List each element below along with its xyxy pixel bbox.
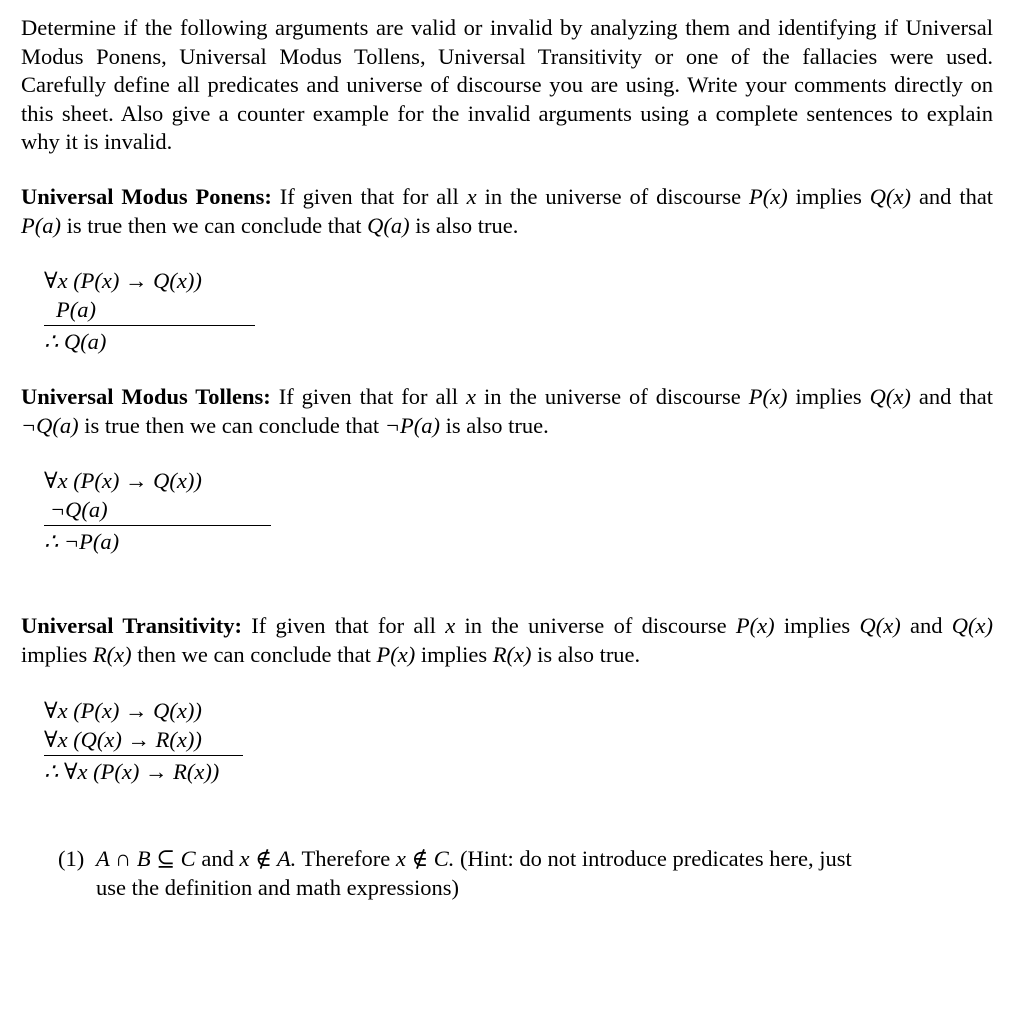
definition-text: and that [918,184,994,209]
definition-text: is true then we can conclude that [84,412,380,438]
math-expression: A ∩ B ⊆ C [96,846,196,871]
tollens-premise-1: ∀x (P(x) → Q(x)) [44,468,202,493]
tollens-premise-2: ¬Q(a) [50,497,108,522]
definition-text: implies [795,184,862,209]
math-expression: Q(x) [869,184,912,209]
definition-text: If given that for all [278,384,459,409]
transitivity-premise-1: ∀x (P(x) → Q(x)) [44,698,202,723]
transitivity-definition [21,612,993,669]
math-expression: R(x) [92,641,132,667]
tollens-conclusion: ∴ ¬P(a) [44,529,120,554]
modus-tollens-definition [21,383,993,440]
problem-hint: (Hint: do not introduce predicates here, just [460,846,852,871]
modus-ponens-term: Universal Modus Ponens: [21,184,272,209]
definition-text: implies [420,641,488,667]
definition-text: is true then we can conclude that [66,212,362,238]
definition-text: implies [783,613,851,638]
math-variable: x [445,613,456,638]
definition-text: in the universe of discourse [483,384,741,409]
definition-text: and [910,613,943,638]
definition-text: If given that for all [279,184,459,209]
instructions-paragraph: Determine if the following arguments are valid or invalid by analyzing them and identifying if Universal Modus Ponens, Universal Modus Tollens, Universal Transitivity or one of the fallacies were used. Carefully define all predicates and universe of discourse you are using. Write your comments directly on this sheet. Also give a counter example for the invalid arguments using a complete sentences to explain why it is invalid. [21,15,993,155]
modus-ponens-definition [21,183,993,240]
math-expression: Q(a) [367,212,410,238]
ponens-conclusion: ∴ Q(a) [44,329,107,354]
ponens-premise-1: ∀x (P(x) → Q(x)) [44,268,202,293]
problem-1 [58,845,993,902]
definition-text: in the universe of discourse [484,184,742,209]
math-expression: Q(x) [951,613,994,638]
ponens-premise-2: P(a) [56,297,96,322]
math-expression: P(x) [735,613,775,638]
definition-text: then we can conclude that [137,641,371,667]
math-expression: P(x) [749,184,788,209]
transitivity-term: Universal Transitivity: [21,613,242,638]
math-expression: ¬P(a) [384,412,440,438]
math-expression: P(x) [376,641,416,667]
definition-text: is also true. [445,412,549,438]
math-expression: Q(x) [859,613,901,638]
math-expression: P(x) [748,384,788,409]
modus-tollens-term: Universal Modus Tollens: [21,384,271,409]
transitivity-conclusion: ∴ ∀x (P(x) → R(x)) [44,759,220,784]
transitivity-inference-rule [44,755,243,756]
definition-text: and that [918,384,994,409]
math-expression: P(a) [21,212,61,238]
math-expression: ¬Q(a) [21,412,79,438]
definition-text: is also true. [415,212,519,238]
definition-text: is also true. [537,641,641,667]
math-variable: x [465,384,476,409]
definition-text: implies [795,384,862,409]
problem-text: Therefore [301,846,391,871]
math-expression: x ∉ A. [239,846,297,871]
math-variable: x [466,184,477,209]
ponens-inference-rule [44,325,255,326]
problem-number: (1) [58,846,85,871]
definition-text: in the universe of discourse [464,613,727,638]
problem-text: and [201,846,234,871]
definition-text: If given that for all [251,613,436,638]
math-expression: x ∉ C. [395,846,455,871]
math-expression: R(x) [492,641,532,667]
problem-hint-continued: use the definition and math expressions) [96,874,460,900]
transitivity-premise-2: ∀x (Q(x) → R(x)) [44,727,202,752]
tollens-inference-rule [44,525,271,526]
definition-text: implies [21,641,88,667]
math-expression: Q(x) [869,384,911,409]
